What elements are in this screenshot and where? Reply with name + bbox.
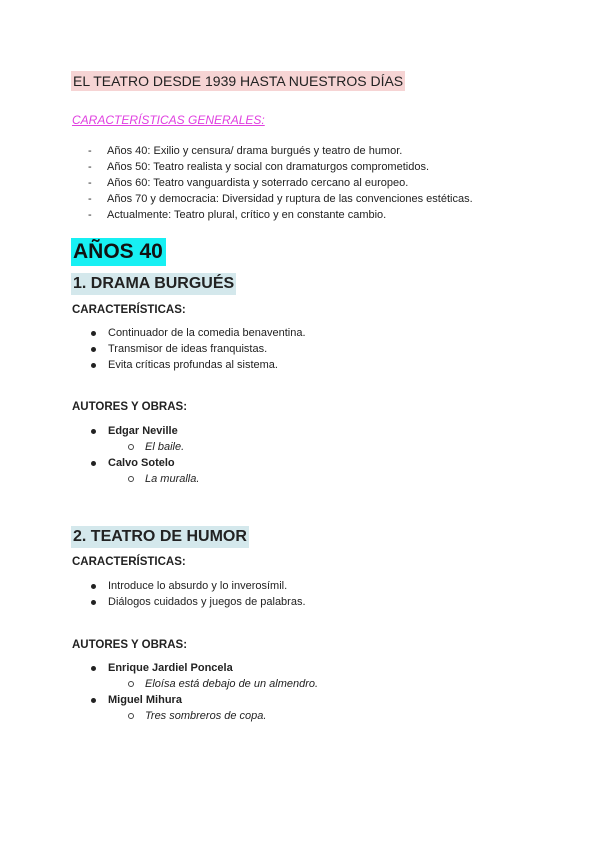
work-title: La muralla. (128, 471, 199, 487)
author-item (90, 423, 199, 455)
features-label: CARACTERÍSTICAS: (72, 556, 186, 568)
works-list (108, 439, 199, 455)
author-item (90, 692, 318, 724)
document-title: EL TEATRO DESDE 1939 HASTA NUESTROS DÍAS (73, 73, 404, 89)
author-item (90, 660, 318, 692)
decade-heading: AÑOS 40 (71, 238, 166, 266)
list-item: Diálogos cuidados y juegos de palabras. (90, 594, 306, 610)
authors-label: AUTORES Y OBRAS: (72, 639, 188, 651)
work-title: Tres sombreros de copa. (128, 708, 318, 724)
works-list (108, 708, 318, 724)
works-list (108, 676, 318, 692)
features-label: CARACTERÍSTICAS: (72, 304, 186, 316)
section-heading-teatro-de-humor: 2. TEATRO DE HUMOR (71, 526, 249, 548)
list-item: - Actualmente: Teatro plural, crítico y en constante cambio. (88, 207, 473, 223)
list-item: - Años 70 y democracia: Diversidad y ruptura de las convenciones estéticas. (88, 191, 473, 207)
list-item: Evita críticas profundas al sistema. (90, 357, 306, 373)
author-name: Enrique Jardiel Poncela (108, 662, 233, 674)
authors-list (90, 423, 199, 487)
author-item (90, 455, 199, 487)
features-list (90, 578, 306, 610)
features-list (90, 325, 306, 373)
author-name: Calvo Sotelo (108, 457, 175, 469)
section-heading-drama-burgues: 1. DRAMA BURGUÉS (71, 273, 236, 295)
general-characteristics-heading: CARACTERÍSTICAS GENERALES: (72, 113, 265, 127)
work-title: Eloísa está debajo de un almendro. (128, 676, 318, 692)
list-item: Introduce lo absurdo y lo inverosímil. (90, 578, 306, 594)
general-characteristics-list (88, 143, 473, 223)
list-item: - Años 40: Exilio y censura/ drama burgués y teatro de humor. (88, 143, 473, 159)
list-item: - Años 50: Teatro realista y social con dramaturgos comprometidos. (88, 159, 473, 175)
authors-label: AUTORES Y OBRAS: (72, 401, 188, 413)
list-item: Transmisor de ideas franquistas. (90, 341, 306, 357)
authors-list (90, 660, 318, 724)
author-name: Edgar Neville (108, 425, 178, 437)
works-list (108, 471, 199, 487)
work-title: El baile. (128, 439, 199, 455)
author-name: Miguel Mihura (108, 694, 182, 706)
list-item: Continuador de la comedia benaventina. (90, 325, 306, 341)
list-item: - Años 60: Teatro vanguardista y soterrado cercano al europeo. (88, 175, 473, 191)
